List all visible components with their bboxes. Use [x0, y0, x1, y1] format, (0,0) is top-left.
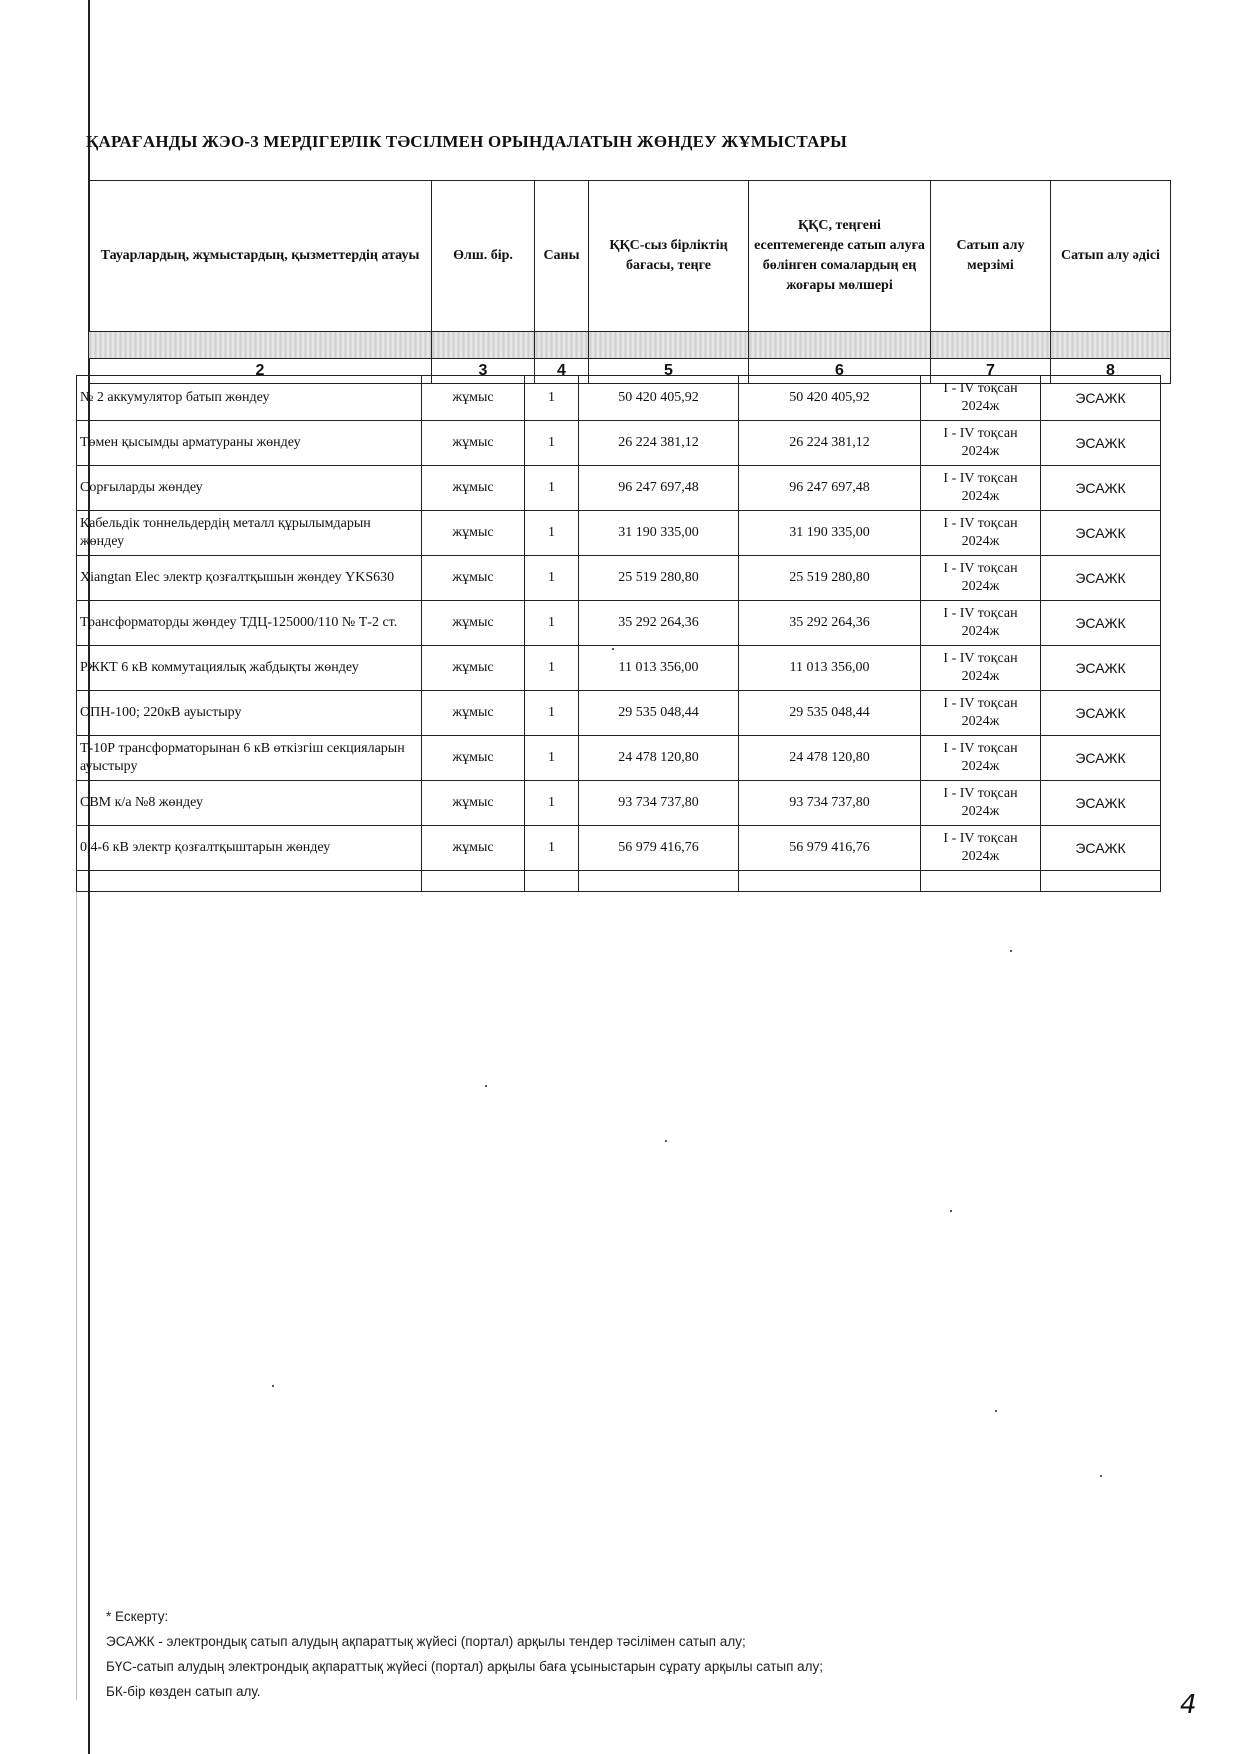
row-qty-cell: 1	[525, 556, 579, 601]
row-name-cell: Т-10Р трансформаторынан 6 кВ өткізгіш секцияларын ауыстыру	[77, 736, 422, 781]
table-header-row	[89, 181, 1171, 332]
row-max-sum-cell: 96 247 697,48	[739, 466, 921, 511]
row-price-cell: 25 519 280,80	[579, 556, 739, 601]
row-price-cell: 24 478 120,80	[579, 736, 739, 781]
empty-cell	[921, 871, 1041, 892]
row-max-sum-cell: 25 519 280,80	[739, 556, 921, 601]
footnote	[106, 1604, 1006, 1704]
row-max-sum-cell: 35 292 264,36	[739, 601, 921, 646]
row-price-cell: 35 292 264,36	[579, 601, 739, 646]
handwritten-page-number: 4	[1180, 1690, 1197, 1720]
row-period-cell: I - IV тоқсан 2024ж	[921, 691, 1041, 736]
row-qty-cell: 1	[525, 466, 579, 511]
row-method-cell: ЭСАЖК	[1041, 376, 1161, 421]
table-row	[77, 421, 1161, 466]
empty-cell	[579, 871, 739, 892]
footnote-line: ЭСАЖК - электрондық сатып алудың ақпараттық жүйесі (портал) арқылы тендер тәсілімен сатып алу;	[106, 1634, 746, 1649]
table-row	[77, 601, 1161, 646]
row-period-cell: I - IV тоқсан 2024ж	[921, 736, 1041, 781]
row-max-sum-cell: 11 013 356,00	[739, 646, 921, 691]
empty-cell	[77, 871, 422, 892]
shaded-cell	[535, 332, 589, 359]
row-method-cell: ЭСАЖК	[1041, 781, 1161, 826]
table-row	[77, 556, 1161, 601]
row-name-cell: 0,4-6 кВ электр қозғалтқыштарын жөндеу	[77, 826, 422, 871]
row-method-cell: ЭСАЖК	[1041, 691, 1161, 736]
column-number: 6	[749, 359, 931, 384]
column-number: 7	[931, 359, 1051, 384]
row-max-sum-cell: 50 420 405,92	[739, 376, 921, 421]
header-cell-method: Сатып алу әдісі	[1051, 181, 1171, 332]
row-max-sum-cell: 93 734 737,80	[739, 781, 921, 826]
row-method-cell: ЭСАЖК	[1041, 736, 1161, 781]
row-max-sum-cell: 29 535 048,44	[739, 691, 921, 736]
header-cell-qty: Саны	[535, 181, 589, 332]
row-unit-cell: жұмыс	[422, 646, 525, 691]
row-qty-cell: 1	[525, 736, 579, 781]
row-name-cell: РЖКТ 6 кВ коммутациялық жабдықты жөндеу	[77, 646, 422, 691]
column-number: 5	[589, 359, 749, 384]
row-method-cell: ЭСАЖК	[1041, 466, 1161, 511]
header-cell-max-sum: ҚҚС, теңгені есептемегенде сатып алуға бөлінген сомалардың ең жоғары мөлшері	[749, 181, 931, 332]
column-number: 4	[535, 359, 589, 384]
row-name-cell: Төмен қысымды арматураны жөндеу	[77, 421, 422, 466]
row-unit-cell: жұмыс	[422, 376, 525, 421]
row-price-cell: 29 535 048,44	[579, 691, 739, 736]
table-row	[77, 376, 1161, 421]
row-unit-cell: жұмыс	[422, 781, 525, 826]
table-body	[76, 375, 1161, 892]
row-name-cell: Xiangtan Elec электр қозғалтқышын жөндеу YKS630	[77, 556, 422, 601]
row-unit-cell: жұмыс	[422, 691, 525, 736]
row-method-cell: ЭСАЖК	[1041, 511, 1161, 556]
row-price-cell: 31 190 335,00	[579, 511, 739, 556]
table-row	[77, 736, 1161, 781]
page-left-rule-faint	[76, 800, 77, 1700]
header-cell-name: Тауарлардың, жұмыстардың, қызметтердің атауы	[89, 181, 432, 332]
table-row	[77, 691, 1161, 736]
row-price-cell: 11 013 356,00	[579, 646, 739, 691]
footnote-line: БК-бір көзден сатып алу.	[106, 1684, 261, 1699]
row-name-cell: СВМ к/а №8 жөндеу	[77, 781, 422, 826]
table-shaded-row	[89, 332, 1171, 359]
row-unit-cell: жұмыс	[422, 826, 525, 871]
empty-cell	[525, 871, 579, 892]
row-max-sum-cell: 31 190 335,00	[739, 511, 921, 556]
header-cell-unit: Өлш. бір.	[432, 181, 535, 332]
row-name-cell: Трансформаторды жөндеу ТДЦ-125000/110 № Т-2 ст.	[77, 601, 422, 646]
footnote-heading: * Ескерту:	[106, 1609, 169, 1624]
empty-cell	[422, 871, 525, 892]
header-cell-period: Сатып алу мерзімі	[931, 181, 1051, 332]
footnote-line: БҮС-сатып алудың электрондық ақпараттық жүйесі (портал) арқылы баға ұсыныстарын сұрату арқылы сатып алу;	[106, 1659, 824, 1674]
row-method-cell: ЭСАЖК	[1041, 601, 1161, 646]
row-price-cell: 96 247 697,48	[579, 466, 739, 511]
row-qty-cell: 1	[525, 601, 579, 646]
row-price-cell: 56 979 416,76	[579, 826, 739, 871]
row-method-cell: ЭСАЖК	[1041, 646, 1161, 691]
row-unit-cell: жұмыс	[422, 511, 525, 556]
row-qty-cell: 1	[525, 691, 579, 736]
table-row	[77, 781, 1161, 826]
row-qty-cell: 1	[525, 511, 579, 556]
table-row	[77, 646, 1161, 691]
table-empty-row	[77, 871, 1161, 892]
row-unit-cell: жұмыс	[422, 556, 525, 601]
row-period-cell: I - IV тоқсан 2024ж	[921, 421, 1041, 466]
table-header	[88, 180, 1171, 384]
row-period-cell: I - IV тоқсан 2024ж	[921, 466, 1041, 511]
table-row	[77, 826, 1161, 871]
row-max-sum-cell: 56 979 416,76	[739, 826, 921, 871]
row-qty-cell: 1	[525, 826, 579, 871]
shaded-cell	[749, 332, 931, 359]
row-unit-cell: жұмыс	[422, 736, 525, 781]
row-period-cell: I - IV тоқсан 2024ж	[921, 646, 1041, 691]
row-price-cell: 26 224 381,12	[579, 421, 739, 466]
row-qty-cell: 1	[525, 646, 579, 691]
row-unit-cell: жұмыс	[422, 601, 525, 646]
row-qty-cell: 1	[525, 421, 579, 466]
column-number: 2	[89, 359, 432, 384]
row-method-cell: ЭСАЖК	[1041, 421, 1161, 466]
column-number: 3	[432, 359, 535, 384]
row-unit-cell: жұмыс	[422, 421, 525, 466]
row-name-cell: ОПН-100; 220кВ ауыстыру	[77, 691, 422, 736]
row-unit-cell: жұмыс	[422, 466, 525, 511]
row-period-cell: I - IV тоқсан 2024ж	[921, 511, 1041, 556]
column-number: 8	[1051, 359, 1171, 384]
row-price-cell: 93 734 737,80	[579, 781, 739, 826]
shaded-cell	[432, 332, 535, 359]
row-name-cell: № 2 аккумулятор батып жөндеу	[77, 376, 422, 421]
shaded-cell	[589, 332, 749, 359]
row-period-cell: I - IV тоқсан 2024ж	[921, 601, 1041, 646]
document-title: ҚАРАҒАНДЫ ЖЭО-3 МЕРДІГЕРЛІК ТӘСІЛМЕН ОРЫНДАЛАТЫН ЖӨНДЕУ ЖҰМЫСТАРЫ	[86, 132, 848, 151]
row-period-cell: I - IV тоқсан 2024ж	[921, 376, 1041, 421]
shaded-cell	[89, 332, 432, 359]
row-price-cell: 50 420 405,92	[579, 376, 739, 421]
row-period-cell: I - IV тоқсан 2024ж	[921, 556, 1041, 601]
row-method-cell: ЭСАЖК	[1041, 556, 1161, 601]
row-max-sum-cell: 24 478 120,80	[739, 736, 921, 781]
row-name-cell: Кабельдік тоннельдердің металл құрылымдарын жөндеу	[77, 511, 422, 556]
row-period-cell: I - IV тоқсан 2024ж	[921, 826, 1041, 871]
row-qty-cell: 1	[525, 781, 579, 826]
empty-cell	[739, 871, 921, 892]
shaded-cell	[1051, 332, 1171, 359]
empty-cell	[1041, 871, 1161, 892]
row-qty-cell: 1	[525, 376, 579, 421]
shaded-cell	[931, 332, 1051, 359]
header-cell-price: ҚҚС-сыз бірліктің бағасы, теңге	[589, 181, 749, 332]
table-row	[77, 466, 1161, 511]
row-max-sum-cell: 26 224 381,12	[739, 421, 921, 466]
row-period-cell: I - IV тоқсан 2024ж	[921, 781, 1041, 826]
row-method-cell: ЭСАЖК	[1041, 826, 1161, 871]
table-row	[77, 511, 1161, 556]
row-name-cell: Сорғыларды жөндеу	[77, 466, 422, 511]
